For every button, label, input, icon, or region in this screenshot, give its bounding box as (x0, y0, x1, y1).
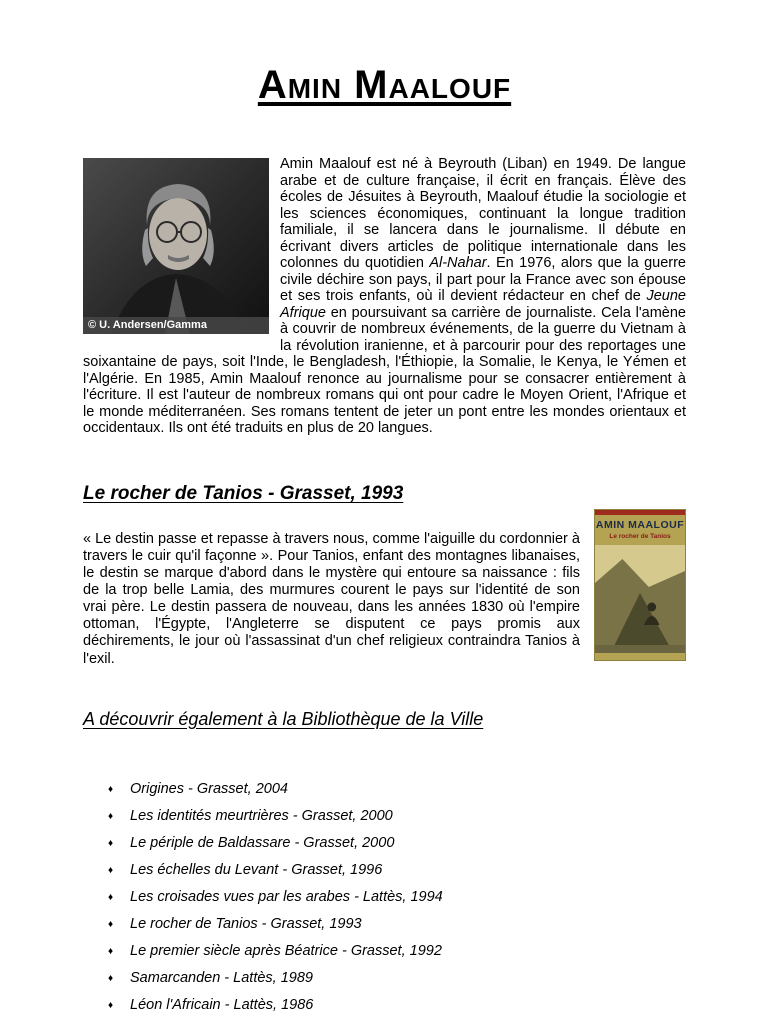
book-cover-art (595, 545, 685, 653)
bio-text: . En 1976, alors que la guerre civile déchire son pays, il part pour la France avec son épouse et ses trois enfants, où il devient rédacteur en chef de (280, 255, 686, 305)
library-section-heading-text: A découvrir également à la Bibliothèque de la Ville (83, 708, 484, 729)
list-item (108, 938, 686, 965)
list-item (108, 803, 686, 830)
book-entry: Origines - Grasset, 2004 (130, 780, 288, 797)
author-photo (83, 158, 269, 334)
list-item (108, 992, 686, 1019)
bio-italic-title: Al-Nahar (429, 255, 487, 272)
diamond-bullet-icon: ♦ (108, 972, 114, 984)
book-entry: Léon l'Africain - Lattès, 1986 (130, 996, 314, 1013)
cover-author-text: AMIN MAALOUF (595, 518, 685, 531)
page-title (83, 64, 686, 106)
biography-section (83, 156, 686, 437)
library-section-heading (83, 709, 686, 730)
book-entry: Les échelles du Levant - Grasset, 1996 (130, 861, 383, 878)
bio-text: en poursuivant sa carrière de journaliste. Cela l'amène à couvrir de nombreux événements, de la guerre du Vietnam à la révolution iranienne, et à parcourir pour des reportages une soixantaine de pays, soit l'Inde, le Bengladesh, l'Éthiopie, la Somalie, le Kenya, le Yémen et l'Algérie. En 1985, Amin Maalouf renonce au journalisme pour se consacrer entièrement à l'écriture. Il est l'auteur de nombreux romans qui ont pour cadre le Moyen Orient, l'Afrique et le monde méditerranéen. Ses romans tentent de jeter un pont entre les mondes orientaux et occidentaux. Ils ont été traduits en plus de 20 langues. (83, 304, 686, 437)
diamond-bullet-icon: ♦ (108, 945, 114, 957)
book-cover (594, 509, 686, 661)
book-section-heading (83, 483, 686, 505)
photo-caption: © U. Andersen/Gamma (88, 319, 207, 331)
book-entry: Les identités meurtrières - Grasset, 2000 (130, 807, 393, 824)
list-item (108, 830, 686, 857)
book-section-heading-text: Le rocher de Tanios - Grasset, 1993 (83, 482, 404, 504)
bio-italic-title: Jeune Afrique (280, 288, 686, 321)
diamond-bullet-icon: ♦ (108, 918, 114, 930)
cover-painting-illustration (595, 545, 685, 653)
list-item (108, 884, 686, 911)
diamond-bullet-icon: ♦ (108, 891, 114, 903)
bio-text: Amin Maalouf est né à Beyrouth (Liban) en 1949. De langue arabe et de culture française, il écrit en français. Élève des écoles de Jésuites à Beyrouth, Maalouf étudie la sociologie et les sciences économiques, continuant la longue tradition familiale, il se lancera dans le journalisme. Il débute en écrivant divers articles de politique internationale dans les colonnes du quotidien (280, 156, 686, 272)
photo-caption-bar (83, 317, 269, 334)
diamond-bullet-icon: ♦ (108, 783, 114, 795)
list-item (108, 857, 686, 884)
portrait-illustration (83, 158, 269, 334)
book-entry: Samarcanden - Lattès, 1989 (130, 969, 313, 986)
list-item (108, 965, 686, 992)
book-entry: Le périple de Baldassare - Grasset, 2000 (130, 834, 395, 851)
book-description-section (83, 518, 686, 669)
diamond-bullet-icon: ♦ (108, 864, 114, 876)
diamond-bullet-icon: ♦ (108, 837, 114, 849)
book-entry: Les croisades vues par les arabes - Lattès, 1994 (130, 888, 443, 905)
book-description-text: « Le destin passe et repasse à travers nous, comme l'aiguille du cordonnier à travers le cuir qu'il façonne ». Pour Tanios, enfant des montagnes libanaises, le destin se marque d'abord dans le mystère qui entoure sa naissance : fils de la trop belle Lamia, des murmures courent le pays sur l'identité de son vrai père. Le destin passera de nouveau, dans les années 1830 où l'empire ottoman, l'Égypte, l'Angleterre se disputent ce pays promis aux déchirements, le jour où l'assassinat d'un chef religieux contraindra Tanios à l'exil. (83, 530, 580, 667)
cover-title-text: Le rocher de Tanios (609, 533, 671, 541)
book-list (83, 776, 686, 1019)
diamond-bullet-icon: ♦ (108, 810, 114, 822)
page-title-text: Amin Maalouf (257, 63, 512, 107)
book-entry: Le rocher de Tanios - Grasset, 1993 (130, 915, 362, 932)
list-item (108, 911, 686, 938)
list-item (108, 776, 686, 803)
diamond-bullet-icon: ♦ (108, 999, 114, 1011)
cover-publisher-band (595, 510, 685, 515)
book-entry: Le premier siècle après Béatrice - Grasset, 1992 (130, 942, 442, 959)
